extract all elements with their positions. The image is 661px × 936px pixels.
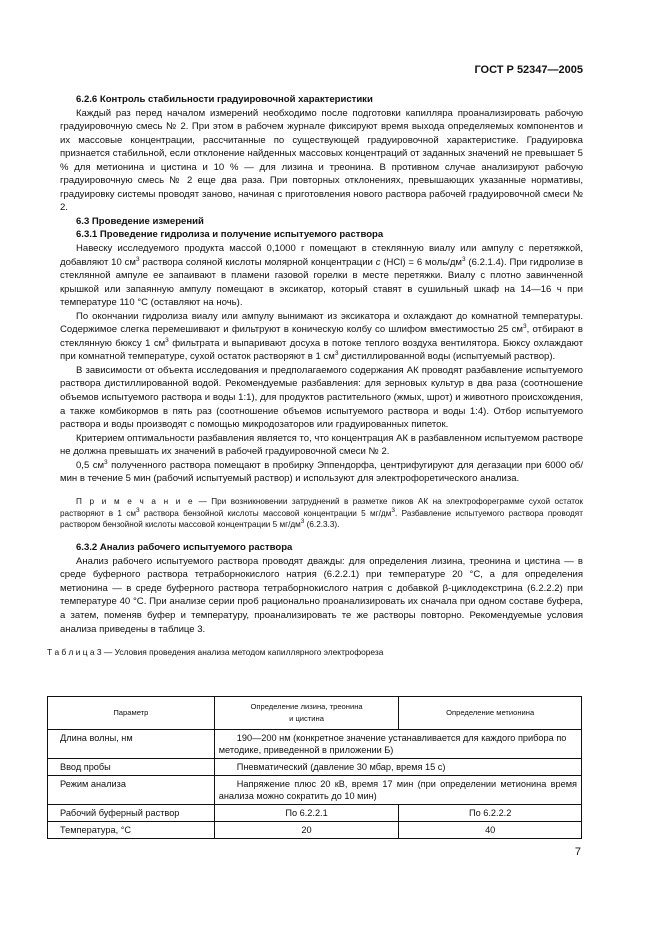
table-value-cell: Напряжение плюс 20 кВ, время 17 мин (при определении метионина время анализа можно сократить до 10 мин)	[214, 776, 581, 805]
table-value-cell: Пневматический (давление 30 мбар, время 15 с)	[214, 759, 581, 776]
table-value-cell: 20	[214, 822, 399, 839]
section-heading-6-2-6: 6.2.6 Контроль стабильности градуировочной характеристики	[76, 94, 373, 105]
table-value-cell: 40	[399, 822, 582, 839]
table-param-cell: Режим анализа	[48, 776, 215, 805]
table-header-row	[48, 697, 582, 730]
page-body	[47, 93, 584, 660]
paragraph-dilution: В зависимости от объекта исследования и предполагаемого содержания АК проводят разбавление испытуемого раствора дистиллированной водой. Рекомендуемые разбавления: для зерновых культур в два раза (соотношение объемов испытуемого раствора и воды 1:1), для продуктов растительного (жмых, шрот) и животного происхождения, а также комбикормов в пять раз (соотношение объемов испытуемого раствора и воды 1:4). Отбор испытуемого раствора и воды производят с помощью микродозаторов или градуированных пипеток.	[60, 364, 583, 431]
paragraph-centrifuge: 0,5 $см^3$ полученного раствора помещают в пробирку Эппендорфа, центрифугируют для дегазации при 6000 об/мин в течение 5 мин (рабочий испытуемый раствор) и используют для электрофоретического анализа.	[60, 458, 583, 485]
table-value-cell: По 6.2.2.1	[214, 805, 399, 822]
table-row	[48, 730, 582, 759]
table-param-cell: Температура, °С	[48, 822, 215, 839]
section-heading-6-3-2: 6.3.2 Анализ рабочего испытуемого раствора	[76, 542, 293, 554]
conditions-table	[47, 696, 582, 839]
table-param-cell: Длина волны, нм	[48, 730, 215, 759]
table-row	[48, 776, 582, 805]
table-param-cell: Рабочий буферный раствор	[48, 805, 215, 822]
paragraph-hydrolysis-filtration: По окончании гидролиза виалу или ампулу вынимают из эксикатора и охлаждают до комнатной температуры. Содержимое слегка перемешивают и фильтруют в коническую колбу со шлифом вместимостью 25 $см^3$, отбирают в стеклянную бюксу 1 $см^3$ фильтрата и выпаривают досуха в потоке теплого воздуха вентилятора. Бюксу охлаждают при комнатной температуре, сухой остаток растворяют в 1 $см^3$ дистиллированной воды (испытуемый раствор).	[60, 310, 584, 363]
table-caption: Т а б л и ц а 3 — Условия проведения анализа методом капиллярного электрофореза	[47, 647, 384, 658]
section-heading-6-3: 6.3 Проведение измерений	[76, 215, 204, 227]
document-number: ГОСТ Р 52347—2005	[474, 64, 583, 76]
section-heading-6-3-1: 6.3.1 Проведение гидролиза и получение испытуемого раствора	[76, 229, 384, 241]
table-row	[48, 822, 582, 839]
table-param-cell: Ввод пробы	[48, 759, 215, 776]
table-value-cell: 190—200 нм (конкретное значение устанавливается для каждого прибора по методике, приведенной в приложении Б)	[214, 730, 581, 759]
paragraph-analysis: Анализ рабочего испытуемого раствора проводят дважды: для определения лизина, треонина и цистина — в среде буферного раствора тетраборнокислого натрия (6.2.2.1) при температуре 20 °С, а для определения метионина — в среде буферного раствора тетраборнокислого натрия с добавкой β-циклодекстрина (6.2.2.2) при температуре 40 °С. При анализе серии проб рационально проанализировать их сначала при одном составе буфера, а затем, поменяв буфер и температуру, проанализировать те же растворы повторно. Рекомендуемые условия анализа приведены в таблице 3.	[60, 555, 583, 635]
table-value-cell: По 6.2.2.2	[399, 805, 582, 822]
table-row	[48, 805, 582, 822]
paragraph-stability: Каждый раз перед началом измерений необходимо после подготовки капилляра проанализировать рабочую градуировочную смесь № 2. При этом в рабочем журнале фиксируют время выхода определяемых компонентов и их массовые концентрации, рассчитанные по существующей градуировочной характеристике. Градуировка признается стабильной, если отклонение найденных массовых концентраций от заданных значений не превышает 5 % для метионина и цистина и 10 % — для лизина и треонина. В противном случае анализируют рабочую градуировочную смесь № 2 еще два раза. При повторных отклонениях, превышающих указанные нормативы, градуировку системы проводят заново, начиная с приготовления нового раствора рабочей градуировочной смеси № 2.	[60, 107, 583, 214]
page-number: 7	[574, 846, 581, 858]
paragraph-hydrolysis-sample: Навеску исследуемого продукта массой 0,1000 г помещают в стеклянную виалу или ампулу с перетяжкой, добавляют 10 $см^3$ раствора соляной кислоты молярной концентрации c (HCl) = 6 моль/$дм^3$ (6.2.1.4). При гидролизе в стеклянной ампуле ее запаивают в пламени газовой горелки в месте перетяжки. Виалу с плотно завинченной крышкой или запаянную ампулу помещают в эксикатор, который ставят в сушильный шкаф на 14—16 ч при температуре 110 °С (оставляют на ночь).	[60, 243, 583, 309]
table-header-cell: Параметр	[48, 697, 215, 730]
table-header-cell: Определение лизина, треонина и цистина	[214, 697, 399, 730]
note: П р и м е ч а н и е — При возникновении затруднений в разметке пиков АК на электрофореграмме сухой остаток растворяют в 1 $см^3$ раствора бензойной кислоты массовой концентрации 5 $мг/дм^3$. Разбавление испытуемого раствора проводят раствором бензойной кислоты массовой концентрации 5 $мг/дм^3$ (6.2.3.3).	[60, 496, 583, 530]
table-header-cell: Определение метионина	[399, 697, 582, 730]
paragraph-dilution-criterion: Критерием оптимальности разбавления является то, что концентрация АК в разбавленном испытуемом растворе не должна превышать их значений в рабочей градуировочной смеси № 2.	[60, 432, 583, 458]
table-row	[48, 759, 582, 776]
